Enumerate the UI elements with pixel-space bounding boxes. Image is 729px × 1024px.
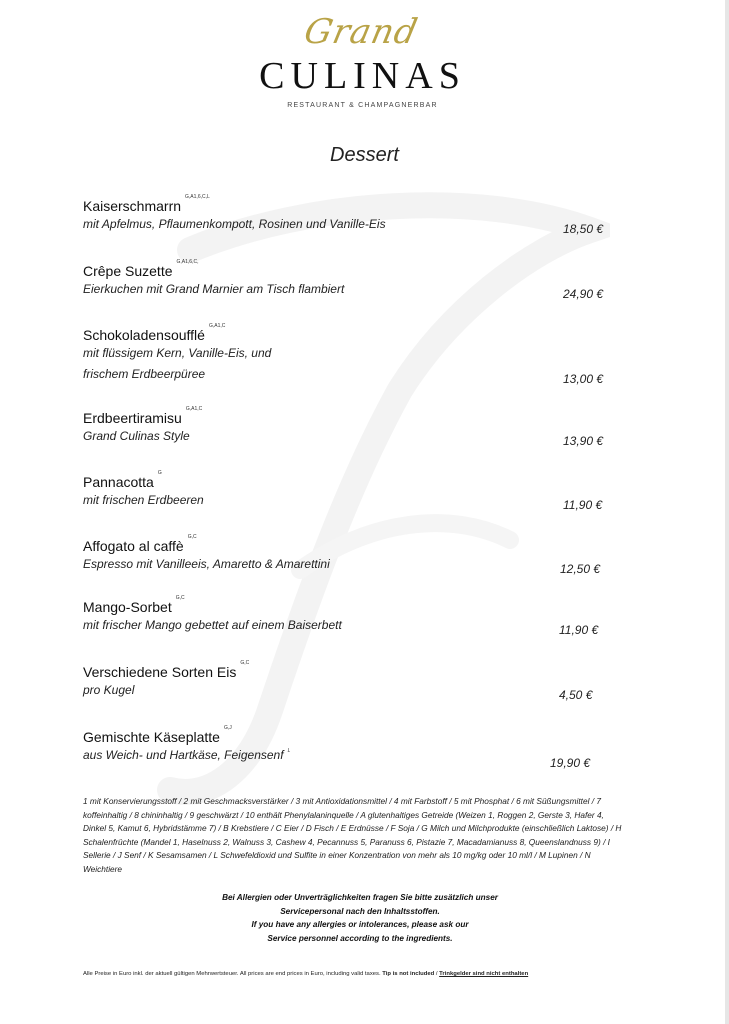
allergy-note-line: Bei Allergien oder Unverträglichkeiten fragen Sie bitte zusätzlich unser: [222, 893, 498, 902]
allergy-note-line: Servicepersonal nach den Inhaltsstoffen.: [280, 906, 440, 916]
allergy-note-line: If you have any allergies or intolerances, please ask our: [251, 920, 469, 929]
item-description: [83, 214, 613, 235]
item-description: [83, 680, 613, 701]
item-description-text: frischem Erdbeerpüree: [83, 366, 206, 381]
item-name-text: Crêpe Suzette: [83, 263, 173, 279]
menu-item: [83, 470, 613, 512]
item-description: [83, 343, 613, 364]
item-allergens: G,C: [187, 534, 197, 540]
item-allergens: G,C: [175, 595, 185, 601]
item-allergens: G,C: [240, 660, 250, 666]
item-description-text: mit frischen Erdbeeren: [83, 493, 204, 507]
restaurant-logo: [255, 8, 470, 108]
item-description-text: Grand Culinas Style: [83, 429, 190, 443]
item-price: 19,90 €: [550, 756, 591, 770]
item-description: [83, 426, 613, 447]
item-name: [83, 470, 613, 490]
item-name-text: Affogato al caffè: [83, 538, 184, 554]
item-description: [83, 364, 613, 385]
footer-sep: /: [435, 971, 438, 977]
item-name: [83, 259, 613, 279]
item-price: 11,90 €: [559, 623, 599, 637]
menu-item: [83, 660, 613, 702]
item-name-text: Schokoladensoufflé: [83, 327, 205, 343]
item-description-text: mit Apfelmus, Pflaumenkompott, Rosinen und Vanille-Eis: [83, 217, 386, 231]
item-name-text: Kaiserschmarrn: [83, 198, 182, 214]
allergy-note-line: Service personnel according to the ingredients.: [267, 933, 453, 943]
page-title: Dessert: [330, 144, 399, 166]
item-description-text: mit frischer Mango gebettet auf einem Baiserbett: [83, 618, 342, 632]
description-allergens: L: [287, 748, 291, 754]
item-description: [83, 554, 613, 575]
item-description-text: Espresso mit Vanilleeis, Amaretto & Amarettini: [83, 557, 330, 571]
item-name-text: Pannacotta: [83, 474, 154, 490]
item-description: [83, 615, 613, 636]
menu-item: [83, 323, 613, 386]
item-name: [83, 194, 613, 214]
item-name: [83, 406, 613, 426]
menu-item: [83, 595, 613, 637]
menu-item: [83, 194, 613, 236]
item-description-text: pro Kugel: [83, 683, 135, 697]
item-price: 11,90 €: [563, 498, 603, 512]
item-price: 24,90 €: [563, 287, 604, 301]
item-allergens: G,A1,6,C,: [176, 259, 199, 265]
logo-tagline: RESTAURANT & CHAMPAGNERBAR: [287, 102, 438, 109]
item-description: [83, 490, 613, 511]
item-allergens: G,A1,C: [185, 406, 203, 412]
item-price: 18,50 €: [563, 222, 604, 236]
item-name: [83, 595, 613, 615]
item-description-text: Eierkuchen mit Grand Marnier am Tisch flambiert: [83, 282, 345, 296]
item-price: 4,50 €: [559, 688, 593, 702]
menu-item: [83, 406, 613, 448]
item-name: [83, 660, 613, 680]
item-description-text: aus Weich- und Hartkäse, Feigensenf: [83, 748, 284, 762]
item-name-text: Gemischte Käseplatte: [83, 729, 220, 745]
item-name-text: Verschiedene Sorten Eis: [83, 664, 237, 680]
footer-tip-de: Trinkgelder sind nicht enthalten: [439, 971, 529, 977]
item-name-text: Erdbeertiramisu: [83, 410, 182, 426]
item-allergens: G,A1,6,C,L: [185, 194, 210, 200]
footer-text: Alle Preise in Euro inkl. der aktuell gültigen Mehrwertsteuer. All prices are end prices in Euro, including valid taxes.: [83, 971, 381, 977]
item-description: [83, 745, 613, 766]
menu-item: [83, 534, 613, 576]
item-name: [83, 323, 613, 343]
allergy-note: [140, 891, 580, 945]
logo-grand: Grand: [300, 12, 422, 52]
item-description-text: mit flüssigem Kern, Vanille-Eis, und: [83, 346, 272, 360]
price-footer: [83, 971, 528, 977]
allergen-legend: 1 mit Konservierungsstoff / 2 mit Geschmacksverstärker / 3 mit Antioxidationsmittel / 4 mit Farbstoff / 5 mit Phosphat / 6 mit Süßungsmittel / 7 koffeinhaltig / 8 chininhaltig / 9 geschwärzt / 10 enthält Phenylalaninquelle / A glutenhaltiges Getreide (Weizen 1, Roggen 2, Gerste 3, Hafer 4, Dinkel 5, Kamut 6, Hybridstämme 7) / B Krebstiere / C Eier / D Fisch / E Erdnüsse / F Soja / G Milch und Milchprodukte (einschließlich Laktose) / H Schalenfrüchte (Mandel 1, Haselnuss 2, Walnuss 3, Cashew 4, Pecannuss 5, Paranuss 6, Pistazie 7, Macadamianuss 8, Queenslandnuss 9) / I Sellerie / J Senf / K Sesamsamen / L Schwefeldioxid und Sulfite in einer Konzentration von mehr als 10 mg/kg oder 10 ml/l / M Lupinen / N Weichtiere: [83, 796, 622, 874]
item-price: 13,90 €: [563, 434, 604, 448]
item-description: [83, 279, 613, 300]
item-name-text: Mango-Sorbet: [83, 599, 172, 615]
menu-item: [83, 725, 613, 770]
item-price: 12,50 €: [560, 562, 601, 576]
item-name: [83, 534, 613, 554]
item-allergens: G,A1,C: [208, 323, 226, 329]
item-price: 13,00 €: [563, 371, 604, 386]
footer-tip-en: Tip is not included: [382, 971, 435, 977]
menu-item: [83, 259, 613, 301]
item-allergens: G,J: [223, 725, 232, 731]
logo-name: CULINAS: [259, 55, 466, 97]
item-allergens: G: [157, 470, 162, 476]
item-name: [83, 725, 613, 745]
